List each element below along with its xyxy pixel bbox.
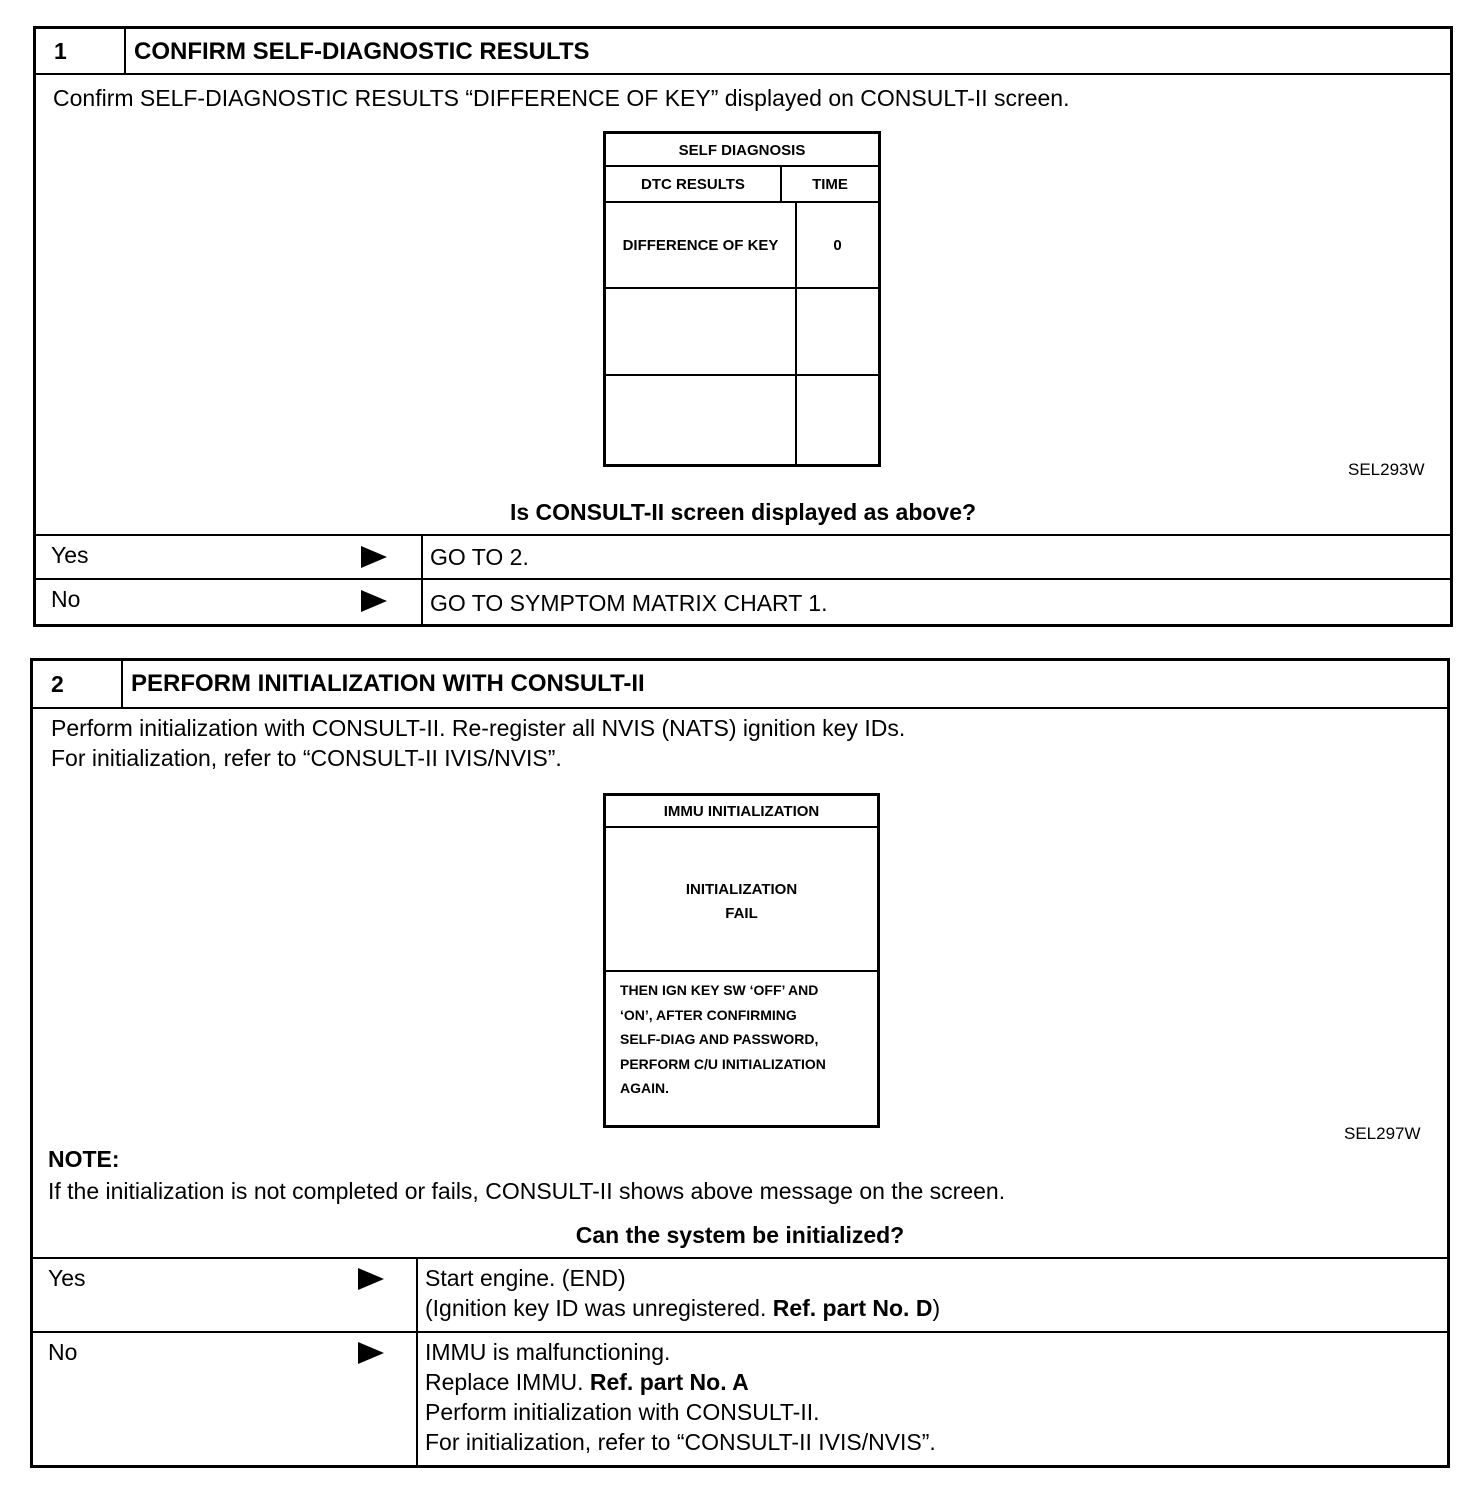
empty-cell: [606, 376, 797, 464]
result-line: For initialization, refer to “CONSULT-II IVIS/NVIS”.: [425, 1429, 936, 1455]
yes-result: [421, 536, 1450, 578]
result-line: (Ignition key ID was unregistered. Ref. part No. D): [425, 1295, 941, 1321]
no-result: [421, 580, 1450, 624]
arrow-right-icon: [358, 1268, 384, 1290]
status-line: FAIL: [725, 905, 758, 922]
no-result: [416, 1333, 1447, 1465]
yes-label: Yes: [48, 1265, 86, 1291]
yes-result-text: GO TO 2.: [430, 544, 529, 570]
ref-part: Ref. part No. D: [772, 1295, 933, 1321]
step-instruction: Perform initialization with CONSULT-II. Re-register all NVIS (NATS) ignition key IDs.: [51, 715, 906, 741]
dtc-result-cell: DIFFERENCE OF KEY: [606, 203, 797, 289]
ref-part: Ref. part No. A: [589, 1369, 749, 1395]
step-1-header: [36, 29, 1450, 75]
step-2-header: [33, 661, 1447, 709]
arrow-right-icon: [358, 1342, 384, 1364]
step-question: Can the system be initialized?: [575, 1222, 905, 1248]
message-line: THEN IGN KEY SW ‘OFF’ AND: [620, 982, 819, 998]
note-heading: NOTE:: [48, 1146, 120, 1172]
step-instruction: For initialization, refer to “CONSULT-II IVIS/NVIS”.: [51, 745, 562, 771]
column-header-dtc-results: DTC RESULTS: [606, 167, 782, 203]
result-line: Perform initialization with CONSULT-II.: [425, 1399, 820, 1425]
status-line: INITIALIZATION: [685, 881, 798, 898]
column-header-time: TIME: [782, 167, 878, 203]
note-text: If the initialization is not completed or fails, CONSULT-II shows above message on the screen.: [48, 1178, 1006, 1204]
screen-title: IMMU INITIALIZATION: [606, 796, 877, 828]
empty-cell: [606, 289, 797, 376]
arrow-right-icon: [361, 590, 387, 612]
step-2-box: [30, 658, 1450, 1468]
step-1-box: [33, 26, 1453, 627]
result-line: Replace IMMU. Ref. part No. A: [425, 1369, 749, 1395]
step-instruction: Confirm SELF-DIAGNOSTIC RESULTS “DIFFERENCE OF KEY” displayed on CONSULT-II screen.: [53, 85, 1070, 111]
screen-title: SELF DIAGNOSIS: [606, 134, 878, 167]
result-line: IMMU is malfunctioning.: [425, 1339, 671, 1365]
screen-message: [620, 978, 878, 1101]
figure-code: SEL293W: [1348, 460, 1425, 479]
arrow-right-icon: [361, 546, 387, 568]
message-line: ‘ON’, AFTER CONFIRMING: [620, 1006, 797, 1023]
yes-row: [33, 1257, 1447, 1331]
result-line: Start engine. (END): [425, 1265, 626, 1291]
step-question: Is CONSULT-II screen displayed as above?: [509, 499, 977, 525]
figure-code: SEL297W: [1344, 1124, 1421, 1143]
no-result-text: GO TO SYMPTOM MATRIX CHART 1.: [430, 590, 828, 616]
message-line: SELF-DIAG AND PASSWORD,: [620, 1031, 819, 1047]
no-label: No: [48, 1339, 78, 1365]
no-label: No: [51, 586, 81, 612]
message-line: AGAIN.: [620, 1080, 669, 1096]
no-row: [33, 1331, 1447, 1465]
step-number: 2: [33, 661, 123, 707]
step-title: PERFORM INITIALIZATION WITH CONSULT-II: [131, 670, 645, 697]
step-title: CONFIRM SELF-DIAGNOSTIC RESULTS: [134, 38, 590, 65]
screen-status: [606, 828, 877, 972]
self-diagnosis-screen: [603, 131, 881, 467]
yes-row: [36, 534, 1450, 578]
empty-cell: [797, 289, 878, 376]
step-number: 1: [36, 29, 126, 73]
immu-initialization-screen: [603, 793, 880, 1128]
yes-result: [416, 1259, 1447, 1331]
no-row: [36, 578, 1450, 624]
yes-label: Yes: [51, 542, 89, 568]
message-line: PERFORM C/U INITIALIZATION: [620, 1055, 826, 1072]
dtc-time-cell: 0: [797, 203, 878, 289]
